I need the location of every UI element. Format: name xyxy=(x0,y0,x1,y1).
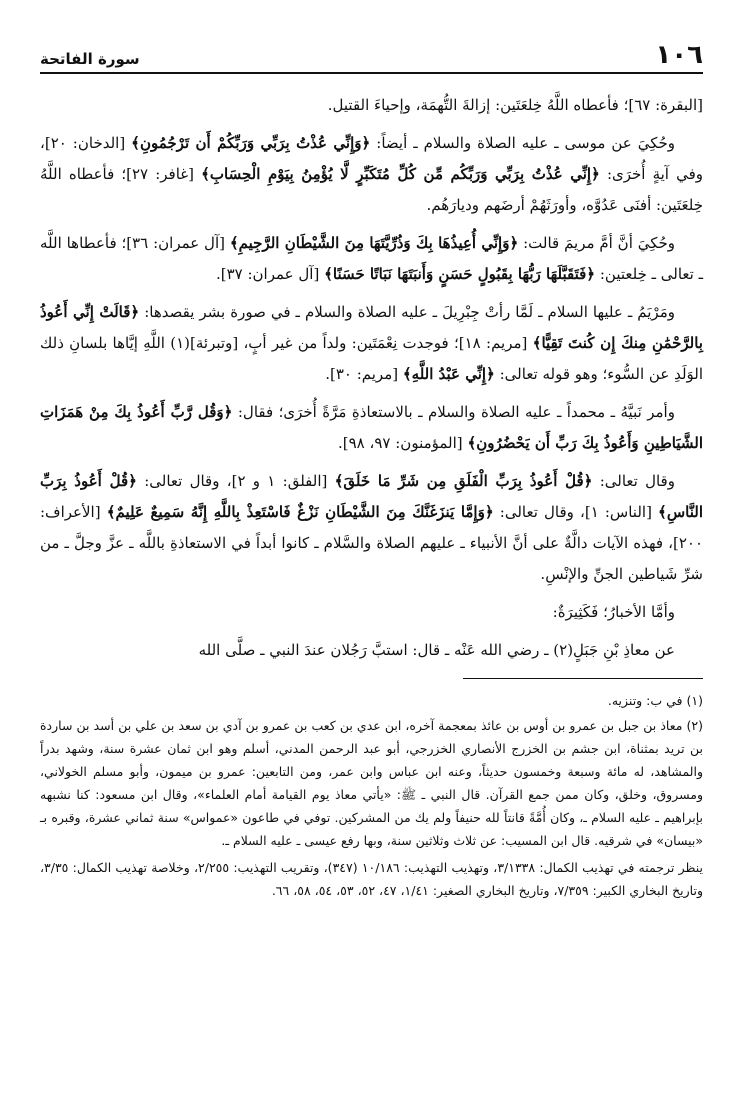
paragraph-5 xyxy=(40,397,703,459)
paragraph-4 xyxy=(40,297,703,390)
para6-text-d: [الأعراف: ٢٠٠]، فهذه الآيات دالَّةٌ على أنَّ الأنبياء ـ عليهم الصلاة والسَّلام ـ كانوا أبداً في الاستعاذةِ باللَّه ـ عزَّ وجلَّ ـ من شرِّ شَياطين الجنِّ والإنْسِ. xyxy=(40,503,703,583)
paragraph-3 xyxy=(40,228,703,290)
para6-text-b: [الفلق: ١ و ٢]، وقال تعالى: xyxy=(144,472,328,490)
quran-verse: ﴿فَتَقَبَّلَهَا رَبُّهَا بِقَبُولٍ حَسَنٍ وَأَنبَتَهَا نَبَاتًا حَسَنًا﴾ xyxy=(324,265,596,283)
main-text xyxy=(40,90,703,666)
para2-text-b: [الدخان: ٢٠]، وفي آيةٍ أُخرَى: xyxy=(40,134,703,183)
quran-verse: ﴿قُلْ أَعُوذُ بِرَبِّ الْفَلَقِ مِن شَرِّ مَا خَلَقَ﴾ xyxy=(334,472,593,490)
paragraph-8 xyxy=(40,635,703,666)
para3-text-b: [آل عمران: ٣٦]؛ فأعطاها اللَّه ـ تعالى ـ خِلعتين: xyxy=(40,234,703,283)
paragraph-1 xyxy=(40,90,703,121)
footnote-1: (١) في ب: وتنزيه. xyxy=(607,693,703,708)
para8-text: عن معاذِ بْنِ جَبَلٍ(٢) ـ رضي الله عَنْه ـ قال: استبَّ رَجُلان عندَ النبي ـ صلَّى الله xyxy=(198,641,675,659)
page-number: ١٠٦ xyxy=(655,40,703,70)
para4-text-b: [مريم: ١٨]؛ فوجدت نِعْمَتَين: ولداً من غير أبٍ، [وتبرئة](١) اللَّهِ إيَّاها بلسانِ ذلك الوَلَدِ عن السُّوء؛ وهو قوله تعالى: xyxy=(40,334,703,383)
quran-verse: ﴿قَالَتْ إِنِّي أَعُوذُ بِالرَّحْمَٰنِ مِنكَ إِن كُنتَ تَقِيًّا﴾ xyxy=(40,303,703,352)
para7-text: وأمَّا الأخبارُ؛ فَكَثِيرَةٌ: xyxy=(552,603,675,621)
footnote-rule xyxy=(463,678,703,679)
quran-verse: ﴿وَإِنِّي عُذْتُ بِرَبِّي وَرَبِّكُمْ أَن تَرْجُمُونِ﴾ xyxy=(131,134,371,152)
chapter-title: سورة الفاتحة xyxy=(40,50,140,68)
para6-text-c: [الناس: ١]، وقال تعالى: xyxy=(499,503,652,521)
para6-text-a: وقال تعالى: xyxy=(599,472,675,490)
quran-verse: ﴿قُلْ أَعُوذُ بِرَبِّ النَّاسِ﴾ xyxy=(40,472,703,521)
quran-verse: ﴿إِنِّي عُذْتُ بِرَبِّي وَرَبِّكُم مِّن كُلِّ مُتَكَبِّرٍ لَّا يُؤْمِنُ بِيَوْمِ الْحِسَابِ﴾ xyxy=(201,165,600,183)
paragraph-6 xyxy=(40,466,703,590)
paragraph-2 xyxy=(40,128,703,221)
para3-text-c: [آل عمران: ٣٧]. xyxy=(215,265,320,283)
para5-text-a: وأمر نَبيَّهُ ـ محمداً ـ عليه الصلاة والسلام ـ بالاستعاذةِ مَرَّةً أُخرَى؛ فقال: xyxy=(237,403,675,421)
paragraph-7 xyxy=(40,597,703,628)
quran-verse: ﴿وَإِنِّي أُعِيذُهَا بِكَ وَذُرِّيَّتَهَا مِنَ الشَّيْطَانِ الرَّجِيمِ﴾ xyxy=(229,234,519,252)
page-header xyxy=(40,38,703,68)
para4-text-a: ومَرْيَمُ ـ عليها السلام ـ لَمَّا رأتْ جِبْرِيلَ ـ عليه الصلاة والسلام ـ في صورة بشر يقصدها: xyxy=(144,303,675,321)
quran-verse: ﴿وَقُل رَّبِّ أَعُوذُ بِكَ مِنْ هَمَزَاتِ الشَّيَاطِينِ وَأَعُوذُ بِكَ رَبِّ أَن يَحْضُرُونِ﴾ xyxy=(40,403,703,452)
quran-verse: ﴿إِنِّي عَبْدُ اللَّهِ﴾ xyxy=(402,365,495,383)
para2-text-a: وحُكِيَ عن موسى ـ عليه الصلاة والسلام ـ أيضاً: xyxy=(376,134,675,152)
footnote-2-references: ينظر ترجمته في تهذيب الكمال: ٣/١٣٣٨، وتهذيب التهذيب: ١٠/١٨٦ (٣٤٧)، وتقريب التهذيب: ٢/٢٥٥، وخلاصة تهذيب الكمال: ٣/٣٥، وتاريخ البخاري الكبير: ٧/٣٥٩، وتاريخ البخاري الصغير: ١/٤١، ٤٧، ٥٢، ٥٣، ٥٤، ٥٨، ٦٦. xyxy=(40,860,703,898)
para4-text-c: [مريم: ٣٠]. xyxy=(325,365,399,383)
para3-text-a: وحُكِيَ أنَّ أمَّ مريمَ قالت: xyxy=(523,234,676,252)
footnotes xyxy=(40,689,703,902)
header-rule xyxy=(40,72,703,74)
para2-text-c: [غافر: ٢٧]؛ فأعطاه اللَّهُ خِلعَتَين: أفنَى عَدُوَّه، وأورَثَهُمْ أرضَهم وديارَهُم. xyxy=(40,165,703,214)
para5-text-b: [المؤمنون: ٩٧، ٩٨]. xyxy=(338,434,463,452)
para1-text: [البقرة: ٦٧]؛ فأعطاه اللَّهُ خِلعَتَين: إزالةَ التُّهمَة، وإحياءَ القتيل. xyxy=(327,96,703,114)
quran-verse: ﴿وَإِمَّا يَنزَغَنَّكَ مِنَ الشَّيْطَانِ نَزْغٌ فَاسْتَعِذْ بِاللَّهِ إِنَّهُ سَمِيعٌ عَلِيمٌ﴾ xyxy=(106,503,494,521)
footnote-2: (٢) معاذ بن جبل بن عمرو بن أوس بن عائذ بمعجمة آخره، ابن عدي بن كعب بن عمرو بن آدي بن سعد بن علي بن أسد بن ساردة بن تريد بمثناة، ابن جشم بن الخزرج الأنصاري الخزرجي، أبو عبد الرحمن المدني، أسلم وهو ابن ثمان عشرة سنة، وشهد بدراً والمشاهد، له مائة وسبعة وخمسون حديثاً، وعنه ابن عباس وابن عمر، ومن التابعين: عمرو بن ميمون، وأبو مسلم الخولاني، ومسروق، وخلق، وكان ممن جمع القرآن. قال النبي ـ ﷺ: «يأتي معاذ يوم القيامة أمام العلماء»، وقال ابن مسعود: كنا نشبهه بإبراهيم ـ عليه السلام ـ، وكان أُمَّةً قانتاً لله حنيفاً ولم يك من المشركين. توفي في طاعون «عمواس» سنة ثماني عشرة، وقبره بـ «بيسان» في شرقيه. قال ابن المسيب: عن ثلاث وثلاثين سنة، وبها رفع عيسى ـ عليه السلام ـ. xyxy=(40,718,703,848)
